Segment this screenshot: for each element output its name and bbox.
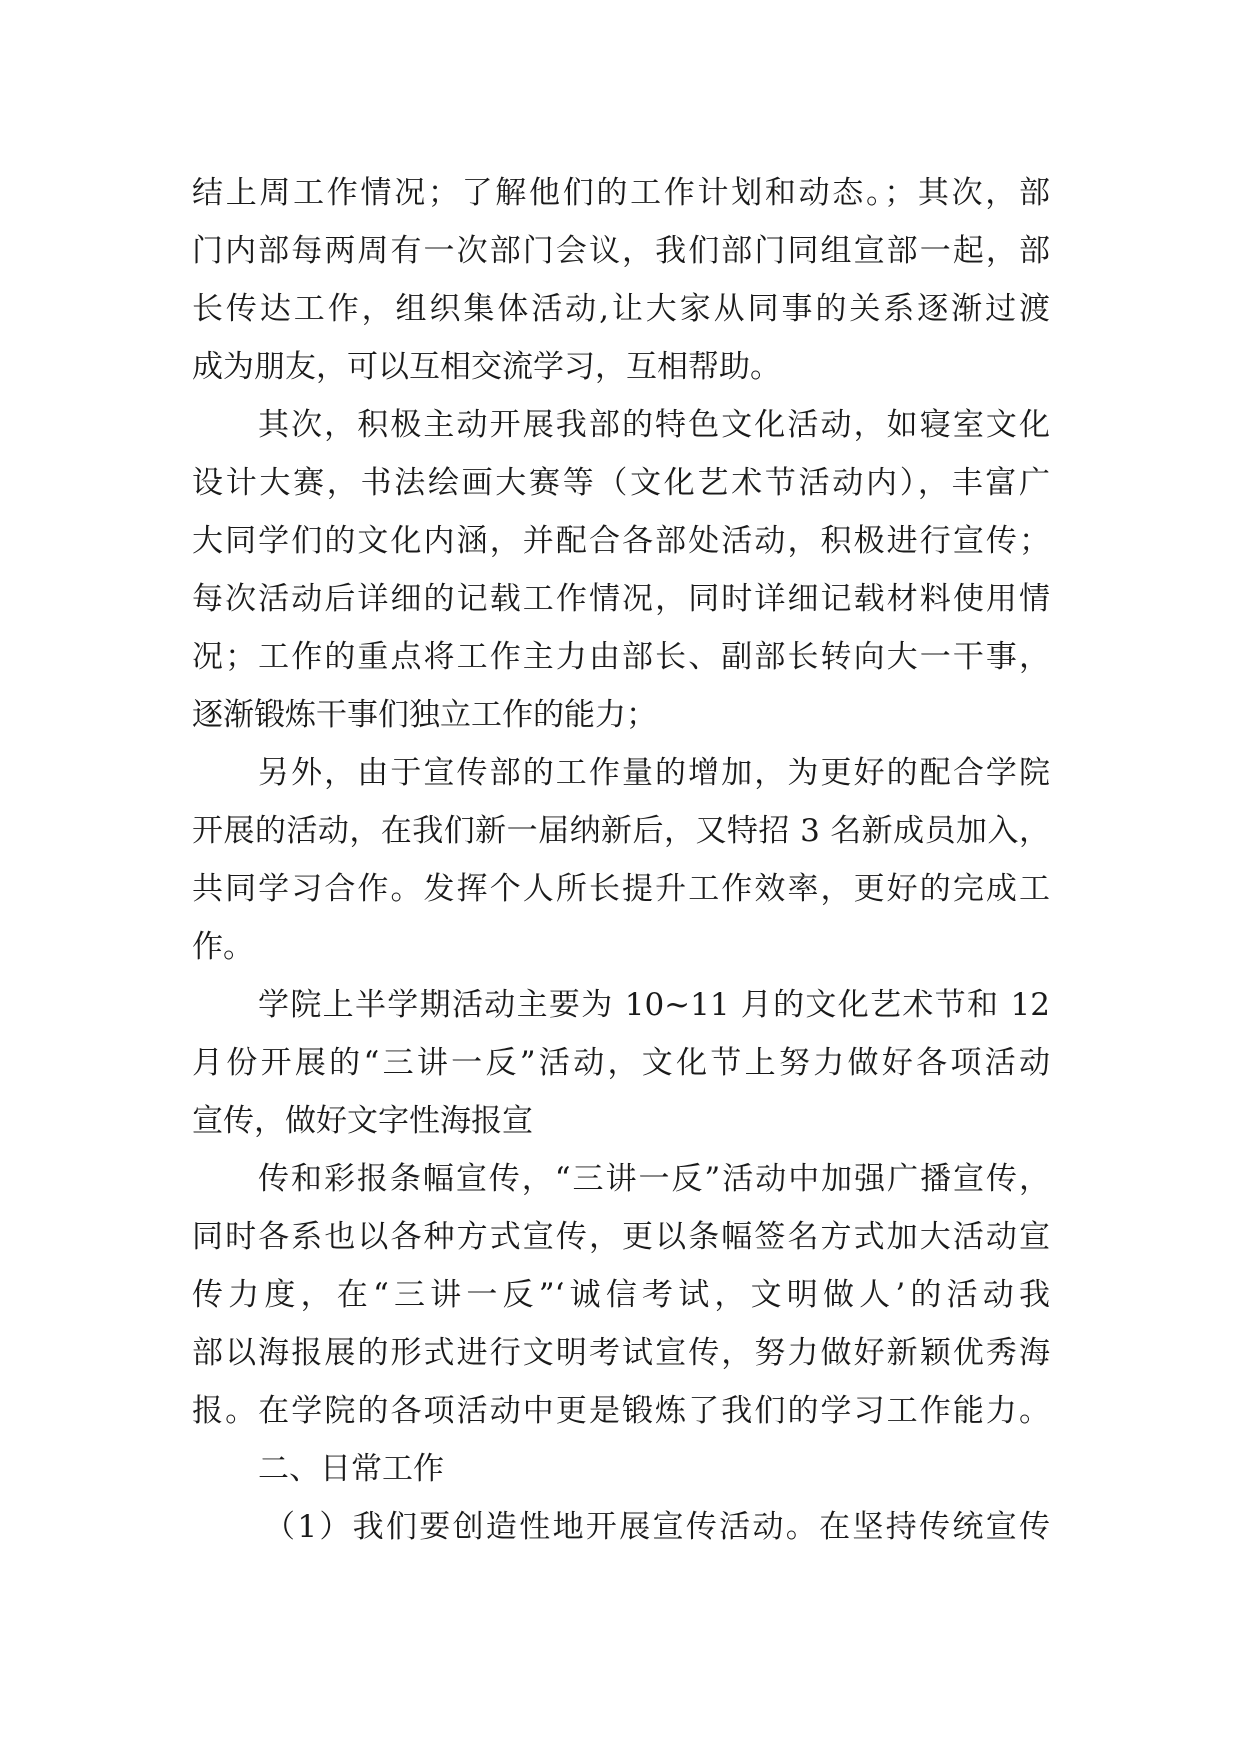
- paragraph-start-line: 传和彩报条幅宣传，“三讲一反”活动中加强广播宣传，: [258, 1161, 1050, 1197]
- text-line: 结上周工作情况；了解他们的工作计划和动态。；其次，部: [192, 175, 1050, 211]
- section-heading: 二、日常工作: [258, 1451, 444, 1487]
- text-line: 共同学习合作。发挥个人所长提升工作效率，更好的完成工: [192, 871, 1050, 907]
- text-line: 设计大赛，书法绘画大赛等（文化艺术节活动内），丰富广: [192, 465, 1050, 501]
- paragraph-start-line: 学院上半学期活动主要为 10~11 月的文化艺术节和 12: [258, 987, 1050, 1023]
- text-line: 作。: [192, 929, 254, 965]
- text-line: 逐渐锻炼干事们独立工作的能力；: [192, 697, 657, 733]
- paragraph-start-line: 另外，由于宣传部的工作量的增加，为更好的配合学院: [258, 755, 1050, 791]
- paragraph-start-line: （1）我们要创造性地开展宣传活动。在坚持传统宣传: [264, 1509, 1050, 1545]
- paragraph-start-line: 其次，积极主动开展我部的特色文化活动，如寝室文化: [258, 407, 1050, 443]
- text-line: 月份开展的“三讲一反”活动，文化节上努力做好各项活动: [192, 1045, 1050, 1081]
- text-line: 长传达工作，组织集体活动,让大家从同事的关系逐渐过渡: [192, 291, 1050, 327]
- text-line: 部以海报展的形式进行文明考试宣传，努力做好新颖优秀海: [192, 1335, 1050, 1371]
- text-line: 成为朋友，可以互相交流学习，互相帮助。: [192, 349, 781, 385]
- text-line: 宣传，做好文字性海报宣: [192, 1103, 533, 1139]
- text-line: 同时各系也以各种方式宣传，更以条幅签名方式加大活动宣: [192, 1219, 1050, 1255]
- text-line: 每次活动后详细的记载工作情况，同时详细记载材料使用情: [192, 581, 1050, 617]
- text-line: 开展的活动，在我们新一届纳新后，又特招 3 名新成员加入，: [192, 813, 1050, 849]
- text-line: 报。在学院的各项活动中更是锻炼了我们的学习工作能力。: [192, 1393, 1050, 1429]
- text-line: 大同学们的文化内涵，并配合各部处活动，积极进行宣传；: [192, 523, 1050, 559]
- text-line: 门内部每两周有一次部门会议，我们部门同组宣部一起，部: [192, 233, 1050, 269]
- text-line: 况；工作的重点将工作主力由部长、副部长转向大一干事，: [192, 639, 1050, 675]
- text-line: 传力度，在“三讲一反”‘诚信考试，文明做人’的活动我: [192, 1277, 1050, 1313]
